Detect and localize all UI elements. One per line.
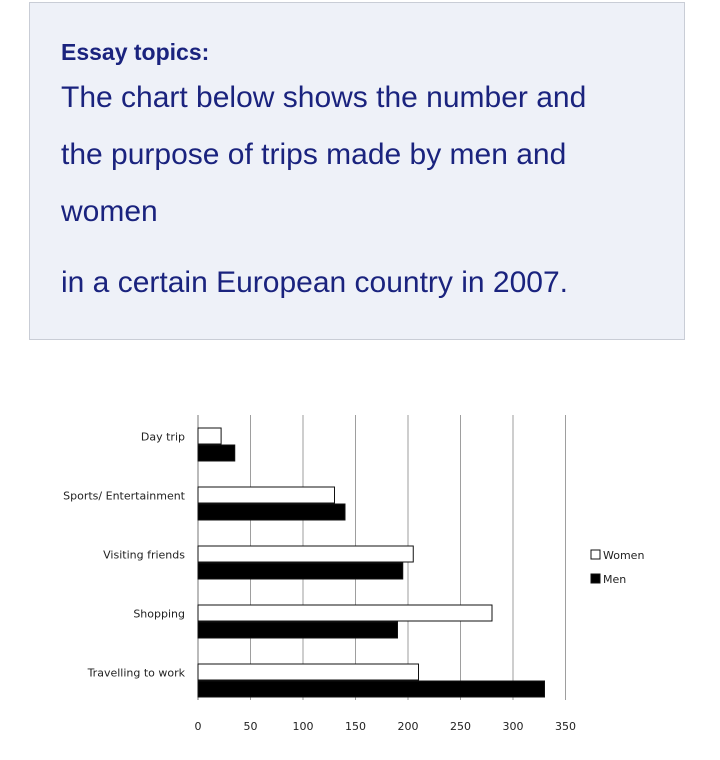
x-tick-label: 350 <box>555 720 576 733</box>
category-label: Shopping <box>133 607 185 621</box>
legend <box>591 549 644 586</box>
bar-men <box>198 504 345 520</box>
category-label: Day trip <box>140 430 185 444</box>
x-tick-label: 50 <box>243 720 258 733</box>
prompt-line-4: in a certain European country in 2007. <box>61 266 568 299</box>
bar-men <box>198 622 398 638</box>
trips-bar-chart <box>0 360 720 755</box>
bar-women <box>198 664 419 680</box>
legend-label-women: Women <box>603 549 645 562</box>
legend-swatch-men <box>591 574 600 583</box>
bar-men <box>198 563 403 579</box>
prompt-line-1: The chart below shows the number and <box>61 81 587 114</box>
x-tick-label: 200 <box>397 720 419 733</box>
category-labels <box>63 431 186 680</box>
chart-svg <box>0 360 720 755</box>
category-label: Visiting friends <box>103 548 185 562</box>
essay-prompt-box <box>29 2 685 340</box>
x-axis-ticks <box>195 720 577 733</box>
bar-men <box>198 681 545 697</box>
essay-topics-heading: Essay topics: <box>61 39 210 65</box>
x-tick-label: 150 <box>345 720 366 733</box>
legend-label-men: Men <box>603 573 627 586</box>
bar-women <box>198 487 335 503</box>
x-tick-label: 300 <box>502 720 524 733</box>
prompt-line-2: the purpose of trips made by men and <box>61 138 567 171</box>
category-label: Sports/ Entertainment <box>63 489 185 503</box>
legend-swatch-women <box>591 550 600 559</box>
x-tick-label: 0 <box>194 720 202 733</box>
bar-women <box>198 546 413 562</box>
bar-men <box>198 445 235 461</box>
category-label: Travelling to work <box>87 666 185 680</box>
bars <box>198 428 545 697</box>
x-tick-label: 100 <box>292 720 314 733</box>
bar-women <box>198 428 221 444</box>
bar-women <box>198 605 492 621</box>
x-tick-label: 250 <box>450 720 471 733</box>
prompt-line-3: women <box>61 195 158 228</box>
